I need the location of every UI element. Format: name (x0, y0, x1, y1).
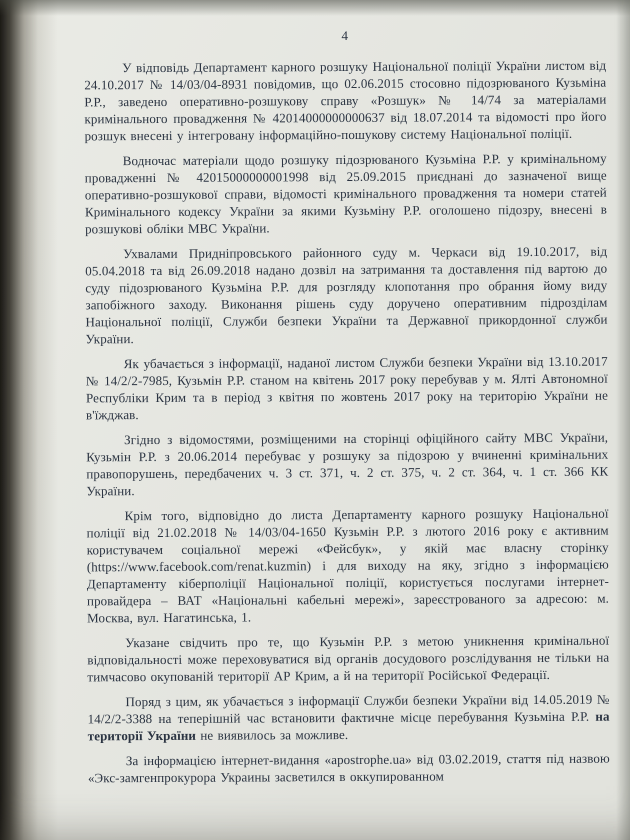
right-edge-shadow (616, 0, 630, 840)
text-run: не виявилось за можливе. (195, 726, 349, 743)
paragraph (87, 691, 615, 745)
text-run: Ухвалами Придніпровського районного суду м. Черкаси від 19.10.2017, від 05.04.2018 та від 26.09.2018 надано дозвіл на затримання та доставлення під вартою до суду підозрюваного Кузьміна Р.Р. для розгляду клопотання про обрання йому виду запобіжного заходу. Виконання рішень суду доручено оперативним підрозділам Національної поліції, Служби безпеки України та Державної прикордонної служби України. (85, 243, 612, 347)
paragraph (87, 632, 614, 686)
text-run: За інформацією інтернет-видання «apostrophe.ua» від 03.02.2019, стаття під назвою «Экс-замгенпрокурора Украины засветился в оккупированном (87, 750, 615, 786)
page-body (84, 57, 615, 787)
top-edge-shadow (0, 0, 630, 16)
paragraph (86, 505, 614, 627)
bold-text: на території України (87, 708, 615, 744)
paragraph (87, 750, 615, 787)
text-run: Як убачається з інформації, наданої листом Служби безпеки України від 13.10.2017 № 14/2/2-7985, Кузьмін Р.Р. станом на квітень 2017 року перебував у м. Ялті Автономної Республіки Крим та в період з квітня по жовтень 2017 року на територію України не в'їжджав. (85, 353, 613, 423)
text-run: Згідно з відомостями, розміщеними на сторінці офіційного сайту МВС України, Кузьмін Р.Р. з 20.06.2014 перебуває у розшуку за підозрою у вчиненні кримінальних правопорушень, передбачених ч. 3 ст. 371, ч. 2 ст. 375, ч. 2 ст. 364, ч. 1 ст. 366 КК України. (86, 429, 613, 499)
paragraph (84, 150, 612, 238)
page-number: 4 (341, 27, 349, 44)
text-run: Водночас матеріали щодо розшуку підозрюваного Кузьміна Р.Р. у кримінальному провадженні № 42015000000001998 від 25.09.2015 приєднані до зазначеної вище оперативно-розшукової справи, відомості кримінального провадження та номери статей Кримінального кодексу України за якими Кузьміну Р.Р. оголошено підозру, внесені в розшукові обліки МВС України. (84, 150, 612, 237)
page-content (84, 27, 615, 795)
text-run: Поряд з цим, як убачається з інформації Служби безпеки України від 14.05.2019 № 14/2/2-3388 на теперішній час встановити фактичне місце перебування Кузьміна Р.Р. (87, 691, 614, 727)
text-run: Указане свідчить про те, що Кузьмін Р.Р. з метою уникнення кримінальної відповідальності може переховуватися від органів досудового розслідування не тільки на тимчасово окупованій території АР Крим, а й на території Російської Федерації. (87, 632, 614, 685)
paragraph (84, 57, 611, 145)
text-run: Крім того, відповідно до листа Департаменту карного розшуку Національної поліції від 21.02.2018 № 14/03/04-1650 Кузьмін Р.Р. з лютого 2016 року є активним користувачем соціальної мережі «Фейсбук», у якій має власну сторінку (https://www.facebook.com/renat.kuzmin) і для виходу на яку, згідно з інформацією Департаменту кіберполіції Національної поліції, користується послугами інтернет-провайдера – ВАТ «Національні кабельні мережі», зареєстрованого за адресою: м. Москва, вул. Нагатинська, 1. (86, 505, 614, 626)
paragraph (85, 243, 612, 348)
text-run: У відповідь Департамент карного розшуку Національної поліції України листом від 24.10.2017 № 14/03/04-8931 повідомив, що 02.06.2015 стосовно підозрюваного Кузьміна Р.Р., заведено оперативно-розшукову справу «Розшук» № 14/74 за матеріалами кримінального провадження № 42014000000000637 від 18.07.2014 та відомості про його розшук внесені у інтегровану інформаційно-пошукову систему Національної поліції. (84, 57, 611, 144)
left-binding-shadow (0, 0, 60, 840)
paragraph (86, 429, 613, 500)
paragraph (85, 353, 613, 424)
